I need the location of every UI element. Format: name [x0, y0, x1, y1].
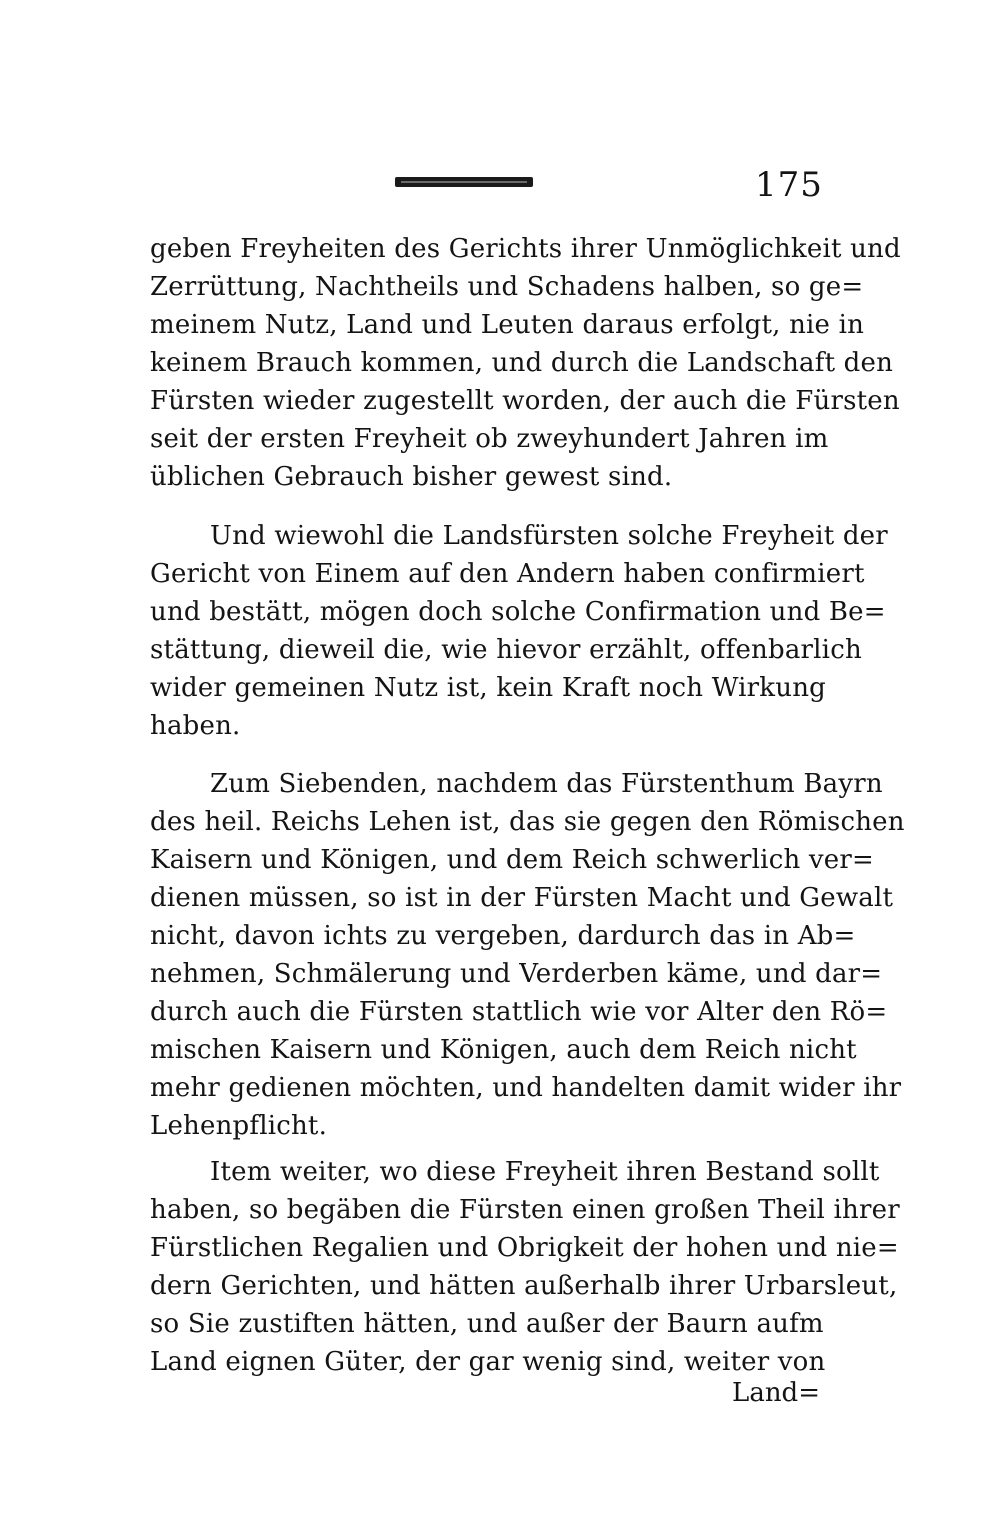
text-line: durch auch die Fürsten stattlich wie vor Alter den Rö=: [150, 997, 888, 1027]
text-line: üblichen Gebrauch bisher gewest sind.: [150, 462, 673, 492]
catchword: Land=: [732, 1378, 820, 1408]
text-line: seit der ersten Freyheit ob zweyhundert Jahren im: [150, 424, 829, 454]
text-line: Lehenpflicht.: [150, 1111, 328, 1141]
text-line: nehmen, Schmälerung und Verderben käme, und dar=: [150, 959, 883, 989]
paragraph-3: [150, 765, 905, 1145]
text-line: keinem Brauch kommen, und durch die Landschaft den: [150, 348, 894, 378]
text-line: Fürsten wieder zugestellt worden, der auch die Fürsten: [150, 386, 900, 416]
text-line: dienen müssen, so ist in der Fürsten Macht und Gewalt: [150, 883, 894, 913]
text-line: Kaisern und Königen, und dem Reich schwerlich ver=: [150, 845, 874, 875]
text-line: Zerrüttung, Nachtheils und Schadens halben, so ge=: [150, 272, 864, 302]
text-line: Item weiter, wo diese Freyheit ihren Bestand sollt: [210, 1157, 880, 1187]
text-line: mehr gedienen möchten, und handelten damit wider ihr: [150, 1073, 902, 1103]
text-line: nicht, davon ichts zu vergeben, dardurch das in Ab=: [150, 921, 856, 951]
page-number: 175: [755, 165, 823, 205]
text-line: dern Gerichten, und hätten außerhalb ihrer Urbarsleut,: [150, 1271, 898, 1301]
text-line: Land eignen Güter, der gar wenig sind, weiter von: [150, 1347, 826, 1377]
text-line: geben Freyheiten des Gerichts ihrer Unmöglichkeit und: [150, 234, 901, 264]
text-line: so Sie zustiften hätten, und außer der Baurn aufm: [150, 1309, 824, 1339]
text-line: meinem Nutz, Land und Leuten daraus erfolgt, nie in: [150, 310, 865, 340]
paragraph-4: [150, 1153, 900, 1381]
text-line: Zum Siebenden, nachdem das Fürstenthum Bayrn: [210, 769, 883, 799]
paragraph-1: [150, 230, 901, 496]
text-line: Gericht von Einem auf den Andern haben confirmiert: [150, 559, 865, 589]
text-line: haben.: [150, 711, 241, 741]
header-rule: [395, 177, 533, 187]
text-line: wider gemeinen Nutz ist, kein Kraft noch Wirkung: [150, 673, 826, 703]
paragraph-2: [150, 517, 888, 745]
text-line: Fürstlichen Regalien und Obrigkeit der hohen und nie=: [150, 1233, 899, 1263]
text-line: und bestätt, mögen doch solche Confirmation und Be=: [150, 597, 886, 627]
text-line: stättung, dieweil die, wie hievor erzählt, offenbarlich: [150, 635, 862, 665]
text-line: Und wiewohl die Landsfürsten solche Freyheit der: [210, 521, 888, 551]
text-line: des heil. Reichs Lehen ist, das sie gegen den Römischen: [150, 807, 905, 837]
text-line: haben, so begäben die Fürsten einen großen Theil ihrer: [150, 1195, 900, 1225]
text-line: mischen Kaisern und Königen, auch dem Reich nicht: [150, 1035, 857, 1065]
